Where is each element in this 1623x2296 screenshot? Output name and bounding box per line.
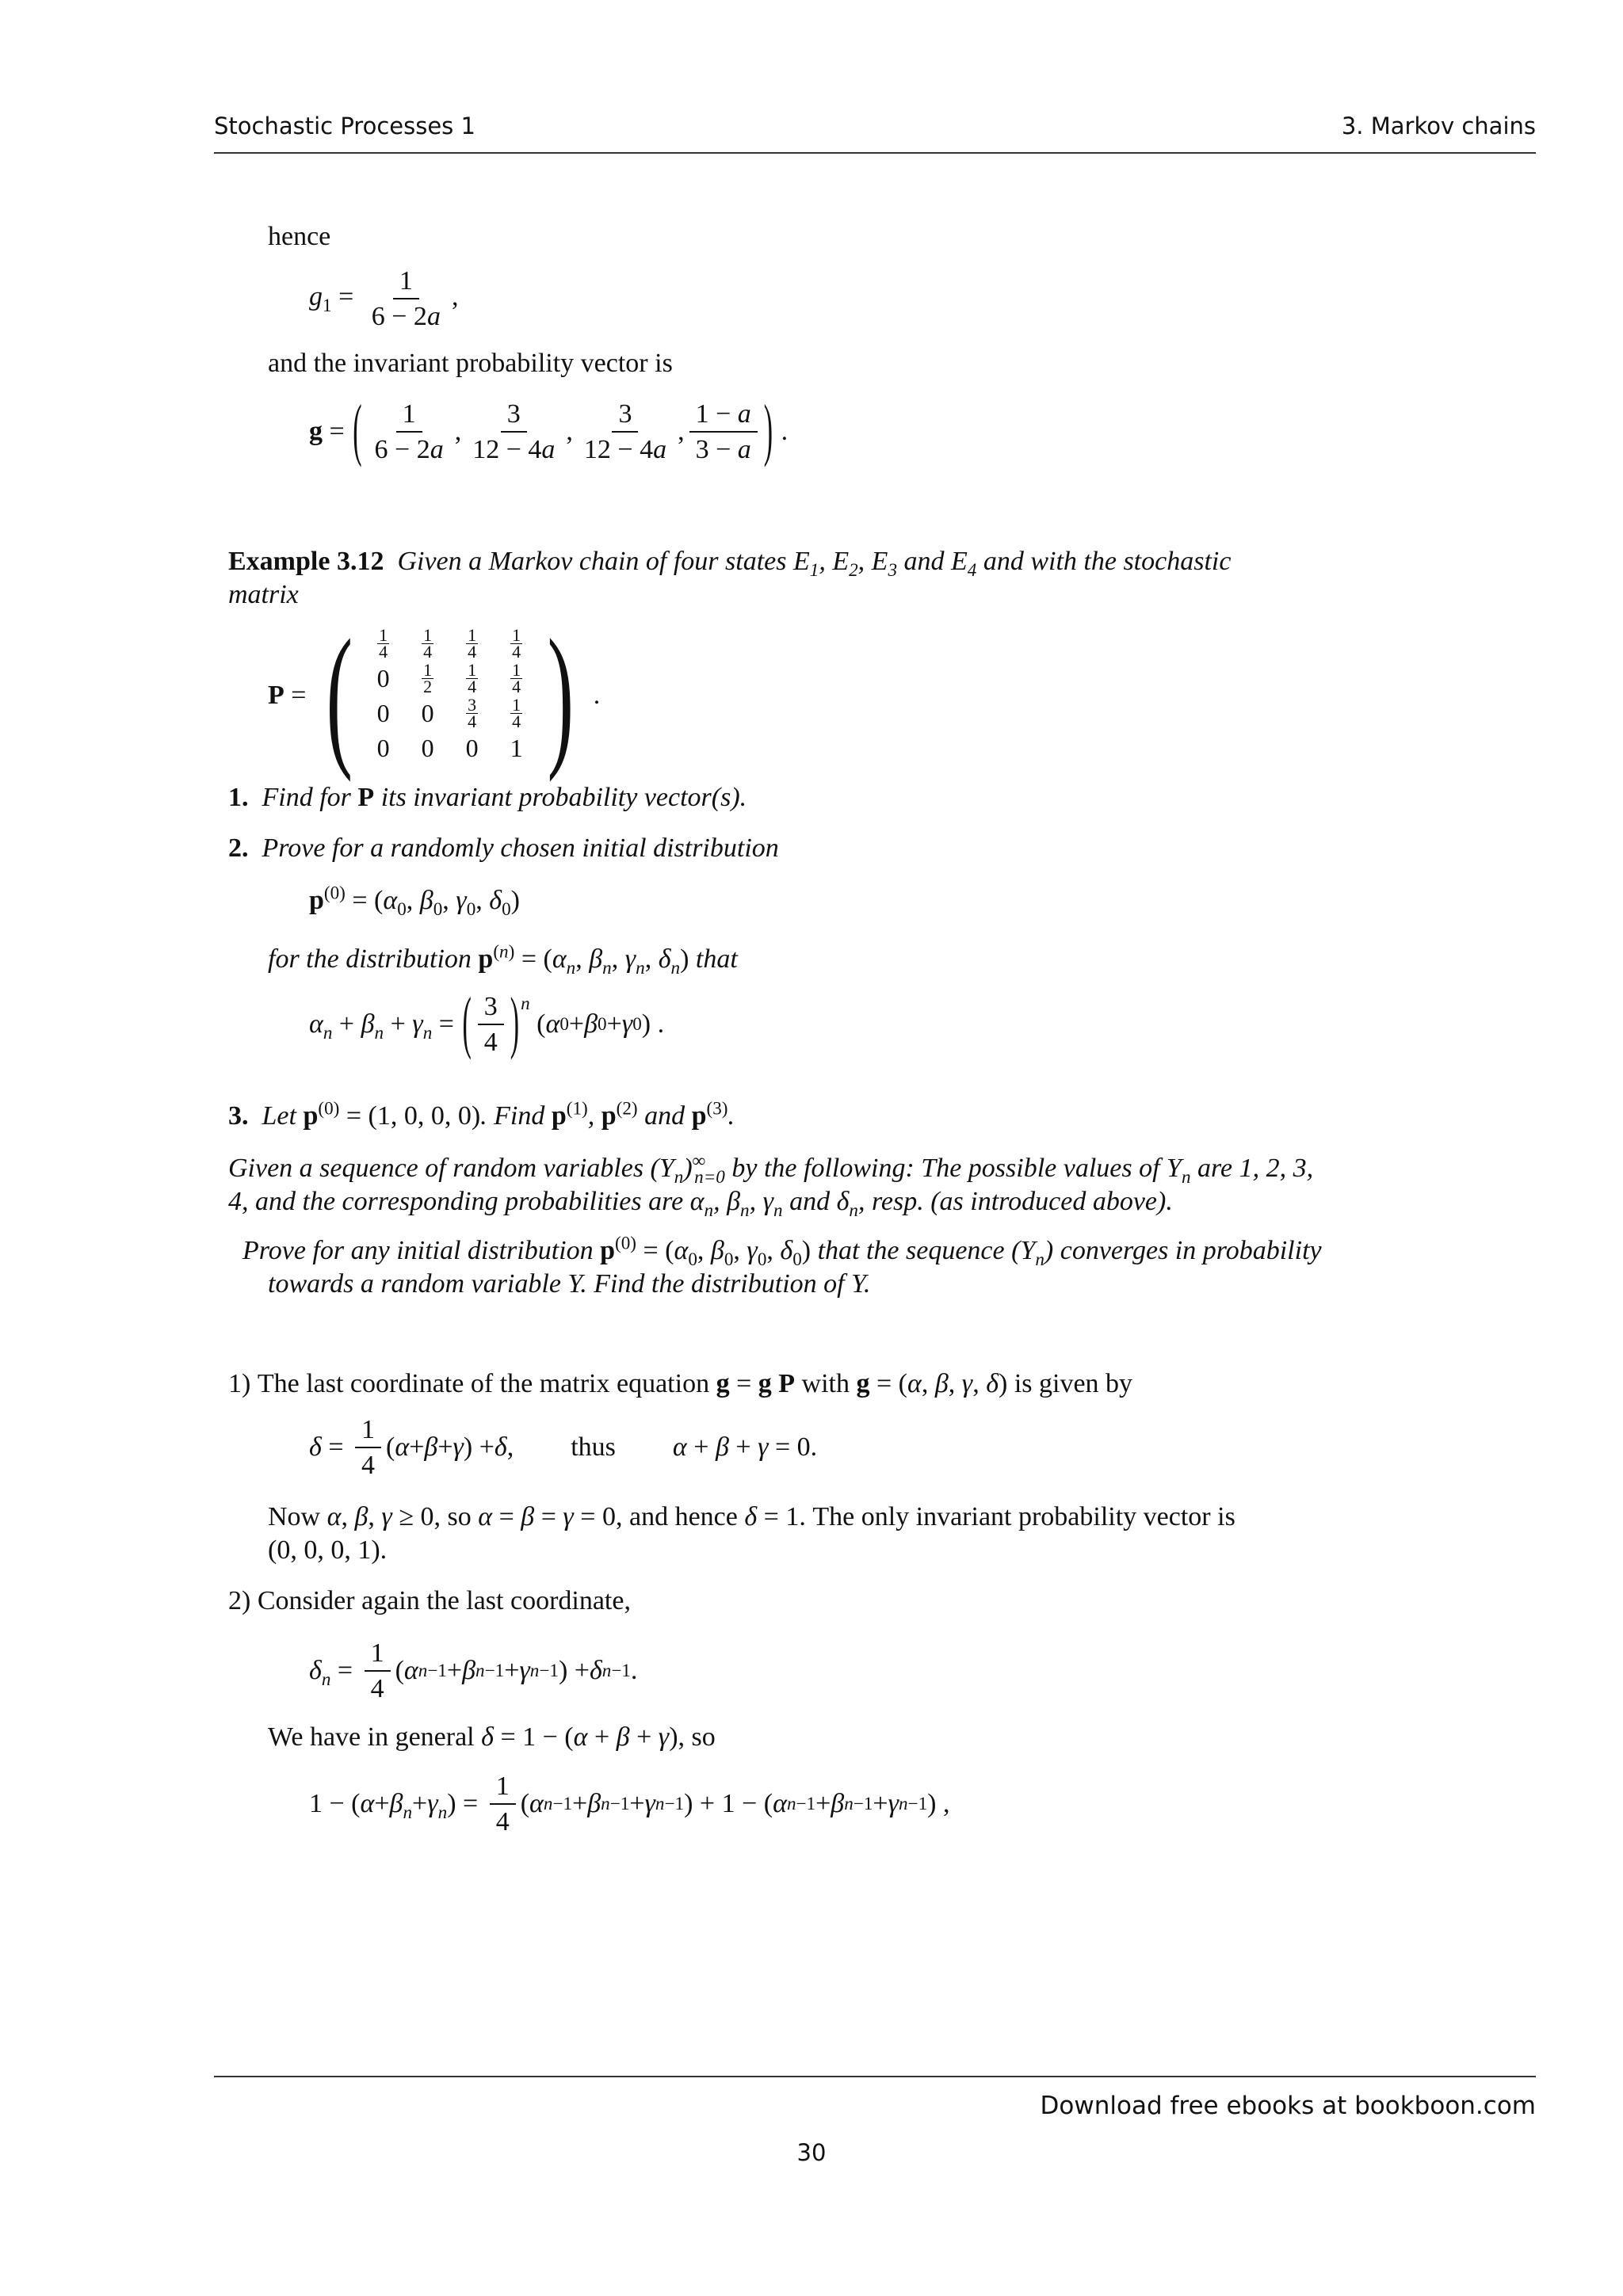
equation-g-vector: g = ( $\frac{1}{6 - 2a}$ , $\frac{3}{12 - 4a}$ , $\frac{3}{12 - 4a}$ , $\frac{1 - a}{3 - a}$ ) . <box>309 392 789 470</box>
solution-2: 2) Consider again the last coordinate, <box>228 1586 631 1615</box>
text-for-distribution: for the distribution $p^{(n)} = (\alpha_n$, $\beta_n$, $\gamma_n$, $\delta_n$) that <box>268 941 738 978</box>
text-given-sequence-2: 4, and the corresponding probabilities are $\alpha_n$, $\beta_n$, $\gamma_n$ and $\delta_n$, resp. (as introduced above). <box>228 1187 1173 1221</box>
equation-g1: $g_1$ = $\frac{1}{6 - 2a}$ , <box>309 266 459 332</box>
item-2: 2. Prove for a randomly chosen initial distribution <box>228 833 779 863</box>
item-3: 3. Let $p^{(0)} = (1$, 0, 0, 0). Find $p^{(1)}$, $p^{(2)}$ and $p^{(3)}$. <box>228 1098 735 1131</box>
page-number: 30 <box>796 2139 827 2166</box>
text-we-have: We have in general δ = 1 − (α + β + γ), so <box>268 1722 716 1752</box>
running-header-right: 3. Markov chains <box>1341 113 1536 139</box>
text-prove-1: Prove for any initial distribution $p^{(0)} = (\alpha_0$, $\beta_0$, $\gamma_0$, $\delta_0$) that the sequence $(Y_n)$ converges in probability <box>242 1233 1322 1270</box>
equation-delta: δ = $\frac{1}{4}$ ( α + β + γ ) + δ , thus α + β + γ = 0. <box>309 1415 818 1481</box>
equation-delta-n: $\delta_n$ = $\frac{1}{4}$ ( α n−1 + β n−1 + γ n−1 ) + δ n−1 . <box>309 1638 638 1704</box>
text-given-sequence-1: Given a sequence of random variables $(Y_n)^\infty_{n=0}$ by the following: The possible values of $Y_n$ are 1, 2, 3, <box>228 1150 1314 1188</box>
equation-p0: $p^{(0)} = (\alpha_0$, $\beta_0$, $\gamma_0$, $\delta_0$) <box>309 883 520 920</box>
matrix-P: P = ( 1 4 1 4 1 4 1 4 0 1 2 1 4 1 4 0 0 3 4 1 4 0 0 0 1 ) . <box>268 608 601 783</box>
text-now-2: (0, 0, 0, 1). <box>268 1535 388 1565</box>
footer-rule <box>214 2076 1536 2077</box>
text-now-1: Now α, β, γ ≥ 0, so α = β = γ = 0, and hence δ = 1. The only invariant probability vector is <box>268 1502 1235 1531</box>
example-heading: Example 3.12 Given a Markov chain of four states $E_1$, $E_2$, $E_3$ and $E_4$ and with the stochastic <box>228 547 1232 581</box>
text-invariant-vector: and the invariant probability vector is <box>268 349 673 378</box>
item-1: 1. Find for P its invariant probability vector(s). <box>228 783 747 812</box>
text-hence: hence <box>268 222 331 251</box>
text-prove-2: towards a random variable Y. Find the distribution of Y. <box>268 1269 871 1299</box>
solution-1: 1) The last coordinate of the matrix equation g = g P with g = (α, β, γ, δ) is given by <box>228 1369 1133 1398</box>
footer-download-link[interactable]: Download free ebooks at bookboon.com <box>1040 2092 1536 2120</box>
header-rule <box>214 152 1536 154</box>
running-header-left: Stochastic Processes 1 <box>214 113 475 139</box>
equation-alpha-beta-gamma: $\alpha_n$ + $\beta_n$ + $\gamma_n$ = ( $\frac{3}{4}$ ) $^n$ ( α 0 + β 0 + γ 0 ) . <box>309 985 665 1062</box>
equation-long: 1 − ( α + $\beta_n$ + $\gamma_n$ ) = $\frac{1}{4}$ ( α n−1 + β n−1 + γ n−1 ) + 1 − ( α n−1 + β n−1 + γ n−1 ) , <box>309 1772 950 1837</box>
example-label: Example 3.12 <box>228 547 384 576</box>
example-text-matrix: matrix <box>228 580 299 609</box>
